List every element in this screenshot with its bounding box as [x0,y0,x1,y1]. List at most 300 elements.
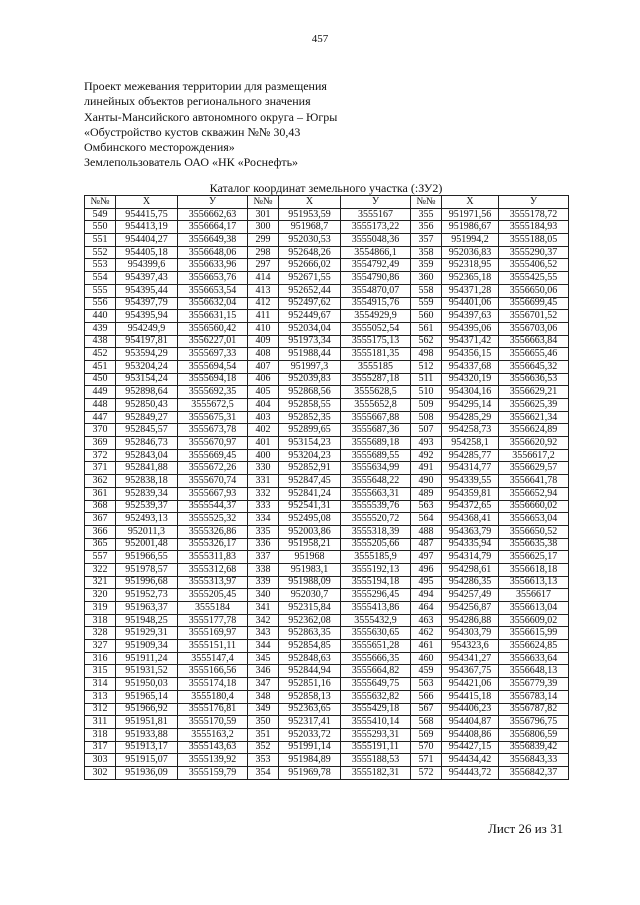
table-row [85,525,569,538]
table-cell: 3555429,18 [341,703,411,716]
table-cell: 951952,73 [116,589,178,602]
table-cell: 3556779,39 [499,678,569,691]
table-cell: 3556701,52 [499,310,569,323]
table-cell: 3556796,75 [499,716,569,729]
table-cell: 3556624,89 [499,424,569,437]
table-cell: 3555167 [341,208,411,221]
table-cell: 553 [85,259,116,272]
table-cell: 3555188,05 [499,234,569,247]
table-cell: 3555194,18 [341,576,411,589]
table-cell: 352 [248,741,279,754]
table-cell: 405 [248,386,279,399]
table-cell: 566 [411,690,442,703]
table-cell: 322 [85,563,116,576]
table-cell: 3555287,18 [341,373,411,386]
table-cell: 954415,75 [116,208,178,221]
table-cell: 952318,95 [442,259,499,272]
table-cell: 359 [411,259,442,272]
table-cell: 3555311,83 [178,551,248,564]
table-cell: 952034,04 [279,322,341,335]
table-cell: 487 [411,538,442,551]
table-row [85,500,569,513]
table-cell: 3555694,54 [178,360,248,373]
table-cell: 952493,13 [116,513,178,526]
table-cell: 954314,79 [442,551,499,564]
table-cell: 951986,67 [442,221,499,234]
table-cell: 953204,23 [279,449,341,462]
table-cell: 954341,27 [442,652,499,665]
table-cell: 951958,21 [279,538,341,551]
table-cell: 302 [85,766,116,779]
table-cell: 954339,55 [442,475,499,488]
table-cell: 3555151,11 [178,640,248,653]
table-cell: 3555664,82 [341,665,411,678]
table-cell: 952036,83 [442,246,499,259]
table-cell: 3556632,04 [178,297,248,310]
table-cell: 507 [411,424,442,437]
table-cell: 954258,1 [442,437,499,450]
table-cell: 3555318,39 [341,525,411,538]
table-cell: 3555670,97 [178,437,248,450]
table-cell: 3556650,52 [499,525,569,538]
table-cell: 3555663,31 [341,487,411,500]
table-cell: 298 [248,246,279,259]
table-row [85,766,569,779]
table-cell: 3555182,31 [341,766,411,779]
table-cell: 952362,08 [279,614,341,627]
table-row [85,487,569,500]
table-row [85,551,569,564]
table-cell: 3556787,82 [499,703,569,716]
table-cell: 348 [248,690,279,703]
table-cell: 3555667,88 [341,411,411,424]
table-cell: 3556783,14 [499,690,569,703]
table-cell: 369 [85,437,116,450]
table-cell: 318 [85,614,116,627]
table-cell: 954395,06 [442,322,499,335]
table-cell: 3556806,59 [499,728,569,741]
table-cell: 438 [85,335,116,348]
table-cell: 951968 [279,551,341,564]
table-cell: 3555413,86 [341,602,411,615]
table-cell: 550 [85,221,116,234]
table-cell: 460 [411,652,442,665]
table-cell: 572 [411,766,442,779]
table-cell: 3556641,78 [499,475,569,488]
table-cell: 953154,23 [279,437,341,450]
column-header: №№ [248,196,279,209]
table-cell: 954401,06 [442,297,499,310]
document-header [84,79,564,171]
table-cell: 951963,37 [116,602,178,615]
table-cell: 493 [411,437,442,450]
table-row [85,652,569,665]
table-cell: 3555630,65 [341,627,411,640]
table-cell: 562 [411,335,442,348]
table-cell: 301 [248,208,279,221]
table-cell: 954434,42 [442,754,499,767]
table-cell: 3555326,86 [178,525,248,538]
table-cell: 314 [85,678,116,691]
table-cell: 412 [248,297,279,310]
table-cell: 951988,44 [279,348,341,361]
table-cell: 951966,55 [116,551,178,564]
table-cell: 951969,78 [279,766,341,779]
table-cell: 340 [248,589,279,602]
table-cell: 3555052,54 [341,322,411,335]
table-cell: 3556633,64 [499,652,569,665]
table-cell: 952001,48 [116,538,178,551]
table-cell: 3555649,75 [341,678,411,691]
table-cell: 365 [85,538,116,551]
table-cell: 954320,19 [442,373,499,386]
table-cell: 954197,81 [116,335,178,348]
table-cell: 554 [85,272,116,285]
table-cell: 954397,79 [116,297,178,310]
table-cell: 954256,87 [442,602,499,615]
table-cell: 330 [248,462,279,475]
table-cell: 954427,15 [442,741,499,754]
table-row [85,284,569,297]
table-cell: 951996,68 [116,576,178,589]
table-cell: 3556648,06 [178,246,248,259]
table-cell: 951971,56 [442,208,499,221]
table-cell: 3555406,52 [499,259,569,272]
table-cell: 954408,86 [442,728,499,741]
table-cell: 954257,49 [442,589,499,602]
header-line: Омбинского месторождения» [84,140,235,155]
table-row [85,335,569,348]
table-cell: 494 [411,589,442,602]
table-row [85,234,569,247]
table-row [85,272,569,285]
table-row [85,208,569,221]
table-cell: 3555296,45 [341,589,411,602]
table-cell: 954363,79 [442,525,499,538]
table-cell: 561 [411,322,442,335]
table-cell: 3555184 [178,602,248,615]
table-cell: 952852,35 [279,411,341,424]
table-cell: 563 [411,500,442,513]
table-cell: 407 [248,360,279,373]
table-cell: 952030,7 [279,589,341,602]
table-cell: 312 [85,703,116,716]
table-cell: 313 [85,690,116,703]
table-cell: 951913,17 [116,741,178,754]
table-cell: 952363,65 [279,703,341,716]
table-row [85,310,569,323]
table-cell: 372 [85,449,116,462]
table-cell: 508 [411,411,442,424]
table-cell: 341 [248,602,279,615]
table-row [85,589,569,602]
table-cell: 448 [85,399,116,412]
table-cell: 953204,24 [116,360,178,373]
table-cell: 510 [411,386,442,399]
table-cell: 3556636,53 [499,373,569,386]
table-cell: 3556633,96 [178,259,248,272]
table-cell: 951909,34 [116,640,178,653]
table-row [85,665,569,678]
table-cell: 952858,13 [279,690,341,703]
table-cell: 3555694,18 [178,373,248,386]
table-cell: 3556842,37 [499,766,569,779]
table-cell: 3555143,63 [178,741,248,754]
table-row [85,424,569,437]
table-cell: 492 [411,449,442,462]
table-cell: 568 [411,716,442,729]
table-cell: 3555166,56 [178,665,248,678]
table-caption: Каталог координат земельного участка (:ЗУ2) [209,181,443,195]
table-cell: 3556625,39 [499,399,569,412]
table-cell: 954304,16 [442,386,499,399]
table-cell: 3555159,79 [178,766,248,779]
table-cell: 488 [411,525,442,538]
table-row [85,754,569,767]
table-cell: 952849,27 [116,411,178,424]
table-cell: 318 [85,728,116,741]
table-cell: 952317,41 [279,716,341,729]
table-cell: 954406,23 [442,703,499,716]
table-row [85,576,569,589]
table-cell: 409 [248,335,279,348]
table-cell: 952848,63 [279,652,341,665]
table-row [85,627,569,640]
table-cell: 3555432,9 [341,614,411,627]
table-cell: 3556227,01 [178,335,248,348]
table-cell: 954359,81 [442,487,499,500]
table-cell: 952841,24 [279,487,341,500]
table-cell: 3556615,99 [499,627,569,640]
table-cell: 3556617 [499,589,569,602]
table-cell: 3555313,97 [178,576,248,589]
column-header: У [499,196,569,209]
table-cell: 3554915,76 [341,297,411,310]
table-cell: 3555689,55 [341,449,411,462]
table-cell: 952365,18 [442,272,499,285]
table-cell: 317 [85,741,116,754]
table-cell: 3555672,26 [178,462,248,475]
table-cell: 571 [411,754,442,767]
table-cell: 315 [85,665,116,678]
table-cell: 952033,72 [279,728,341,741]
table-cell: 551 [85,234,116,247]
table-row [85,678,569,691]
table-cell: 339 [248,576,279,589]
table-row [85,614,569,627]
table-cell: 952899,65 [279,424,341,437]
table-cell: 3556649,38 [178,234,248,247]
table-row [85,360,569,373]
table-cell: 362 [85,475,116,488]
table-cell: 954421,06 [442,678,499,691]
table-cell: 952315,84 [279,602,341,615]
table-row [85,297,569,310]
table-cell: 355 [411,208,442,221]
table-cell: 297 [248,259,279,272]
table-cell: 3555634,99 [341,462,411,475]
table-cell: 954367,75 [442,665,499,678]
table-cell: 951933,88 [116,728,178,741]
table-cell: 569 [411,728,442,741]
table-cell: 954397,63 [442,310,499,323]
table-cell: 3556609,02 [499,614,569,627]
table-cell: 366 [85,525,116,538]
table-cell: 3556662,63 [178,208,248,221]
table-cell: 3556664,17 [178,221,248,234]
table-cell: 954405,18 [116,246,178,259]
table-cell: 952030,53 [279,234,341,247]
table-cell: 951951,81 [116,716,178,729]
table-row [85,373,569,386]
table-row [85,475,569,488]
table-cell: 954404,87 [442,716,499,729]
table-cell: 343 [248,627,279,640]
table-cell: 410 [248,322,279,335]
table-cell: 952858,55 [279,399,341,412]
table-cell: 3555670,74 [178,475,248,488]
table-cell: 349 [248,703,279,716]
table-cell: 951936,09 [116,766,178,779]
table-cell: 954415,18 [442,690,499,703]
table-row [85,690,569,703]
table-cell: 954372,65 [442,500,499,513]
table-cell: 954404,27 [116,234,178,247]
table-cell: 954286,88 [442,614,499,627]
table-cell: 371 [85,462,116,475]
table-cell: 954314,77 [442,462,499,475]
table-cell: 3556617,2 [499,449,569,462]
table-cell: 450 [85,373,116,386]
table-cell: 303 [85,754,116,767]
table-cell: 3555410,14 [341,716,411,729]
table-cell: 952003,86 [279,525,341,538]
table-cell: 334 [248,513,279,526]
table-row [85,348,569,361]
table-cell: 3556650,06 [499,284,569,297]
table-cell: 951988,09 [279,576,341,589]
table-cell: 952841,88 [116,462,178,475]
table-cell: 511 [411,373,442,386]
table-cell: 560 [411,310,442,323]
table-row [85,741,569,754]
table-cell: 320 [85,589,116,602]
table-cell: 954371,28 [442,284,499,297]
table-cell: 337 [248,551,279,564]
table-row [85,411,569,424]
table-cell: 951991,14 [279,741,341,754]
table-cell: 354 [248,766,279,779]
table-cell: 3556645,32 [499,360,569,373]
table-cell: 3555293,31 [341,728,411,741]
table-cell: 367 [85,513,116,526]
table-cell: 3555174,18 [178,678,248,691]
table-cell: 404 [248,399,279,412]
table-cell: 414 [248,272,279,285]
table-cell: 358 [411,246,442,259]
table-cell: 411 [248,310,279,323]
header-line: «Обустройство кустов скважин №№ 30,43 [84,124,301,139]
table-cell: 3555175,13 [341,335,411,348]
table-cell: 370 [85,424,116,437]
column-header: X [279,196,341,209]
table-cell: 344 [248,640,279,653]
table-cell: 509 [411,399,442,412]
table-cell: 3556613,04 [499,602,569,615]
table-cell: 3555185,9 [341,551,411,564]
table-cell: 299 [248,234,279,247]
table-row [85,437,569,450]
table-cell: 3556620,92 [499,437,569,450]
table-cell: 3555147,4 [178,652,248,665]
table-cell: 463 [411,614,442,627]
coordinates-table [84,195,569,780]
table-cell: 952011,3 [116,525,178,538]
table-row [85,716,569,729]
table-cell: 953154,24 [116,373,178,386]
table-cell: 954249,9 [116,322,178,335]
table-cell: 952898,64 [116,386,178,399]
table-cell: 3556629,57 [499,462,569,475]
table-cell: 3556839,42 [499,741,569,754]
table-cell: 951968,7 [279,221,341,234]
table-cell: 556 [85,297,116,310]
table-cell: 3555652,8 [341,399,411,412]
table-cell: 3555666,35 [341,652,411,665]
table-cell: 952539,37 [116,500,178,513]
table-cell: 406 [248,373,279,386]
table-cell: 331 [248,475,279,488]
table-cell: 951929,31 [116,627,178,640]
table-cell: 3555669,45 [178,449,248,462]
table-cell: 3555173,22 [341,221,411,234]
table-cell: 351 [248,728,279,741]
header-line: Землепользователь ОАО «НК «Роснефть» [84,155,299,170]
table-cell: 401 [248,437,279,450]
table-cell: 3554792,49 [341,259,411,272]
table-cell: 3555169,97 [178,627,248,640]
table-cell: 491 [411,462,442,475]
table-cell: 3555687,36 [341,424,411,437]
table-cell: 332 [248,487,279,500]
table-cell: 3555163,2 [178,728,248,741]
table-cell: 3554929,9 [341,310,411,323]
table-cell: 952854,85 [279,640,341,653]
table-cell: 3555181,35 [341,348,411,361]
column-header: У [341,196,411,209]
table-cell: 3556653,04 [499,513,569,526]
table-cell: 3555544,37 [178,500,248,513]
table-cell: 952648,26 [279,246,341,259]
table-cell: 345 [248,652,279,665]
table-cell: 3555672,5 [178,399,248,412]
table-cell: 3555176,81 [178,703,248,716]
table-cell: 951950,03 [116,678,178,691]
column-header: X [116,196,178,209]
table-row [85,221,569,234]
table-cell: 954286,35 [442,576,499,589]
table-cell: 952863,35 [279,627,341,640]
table-cell: 3556618,18 [499,563,569,576]
table-cell: 3555675,31 [178,411,248,424]
table-cell: 952495,08 [279,513,341,526]
table-cell: 952850,43 [116,399,178,412]
table-cell: 3555192,13 [341,563,411,576]
table-cell: 440 [85,310,116,323]
table-row [85,259,569,272]
table-cell: 311 [85,716,116,729]
table-cell: 335 [248,525,279,538]
